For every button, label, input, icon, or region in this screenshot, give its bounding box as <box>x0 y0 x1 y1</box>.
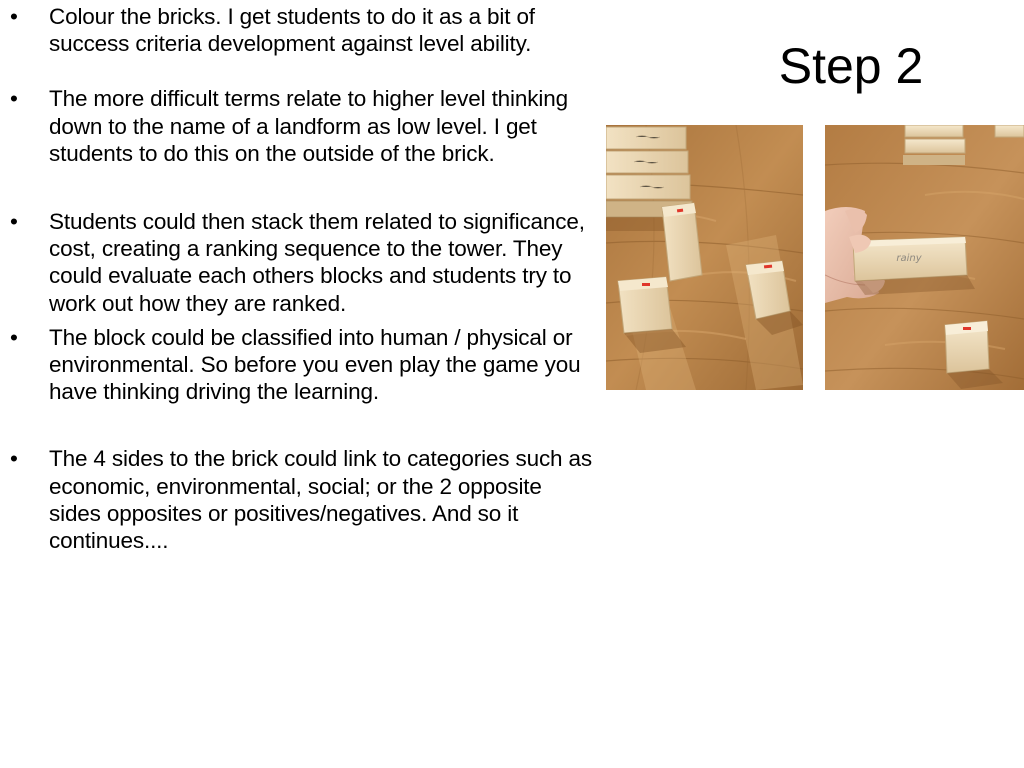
bullet-list <box>10 3 595 554</box>
wooden-blocks-on-floor-photo <box>606 125 803 390</box>
bullet-dot: • <box>10 324 18 350</box>
hand-holding-block-icon <box>825 125 1024 390</box>
bullet-item <box>10 324 595 406</box>
bullet-dot: • <box>10 4 18 29</box>
bullet-dot: • <box>10 446 18 472</box>
slide-title: Step 2 <box>778 38 924 94</box>
bullet-text: Students could then stack them related to significance, cost, creating a ranking sequence to the tower. They could evaluate each others blocks and students try to work out how they are ranked. <box>49 209 585 316</box>
bullet-item <box>10 445 595 554</box>
bullet-text: The 4 sides to the brick could link to categories such as economic, environmental, social; or the 2 opposite sides opposites or positives/negatives. And so it continues.... <box>49 446 592 554</box>
bullet-dot: • <box>10 209 18 235</box>
photo-strip <box>606 125 1024 390</box>
bullet-item <box>10 3 595 57</box>
block-label: rainy <box>896 253 922 264</box>
hand-holding-block-photo <box>825 125 1024 390</box>
bullet-dot: • <box>10 86 18 112</box>
bullet-text: The more difficult terms relate to higher level thinking down to the name of a landform as low level. I get students to do this on the outside of the brick. <box>49 86 568 166</box>
bullet-text: Colour the bricks. I get students to do it as a bit of success criteria development against level ability. <box>49 4 535 57</box>
bullet-item <box>10 85 595 167</box>
bullet-text: The block could be classified into human / physical or environmental. So before you even play the game you have thinking driving the learning. <box>49 324 581 405</box>
wooden-blocks-on-floor-icon <box>606 125 803 390</box>
bullet-item <box>10 208 595 317</box>
